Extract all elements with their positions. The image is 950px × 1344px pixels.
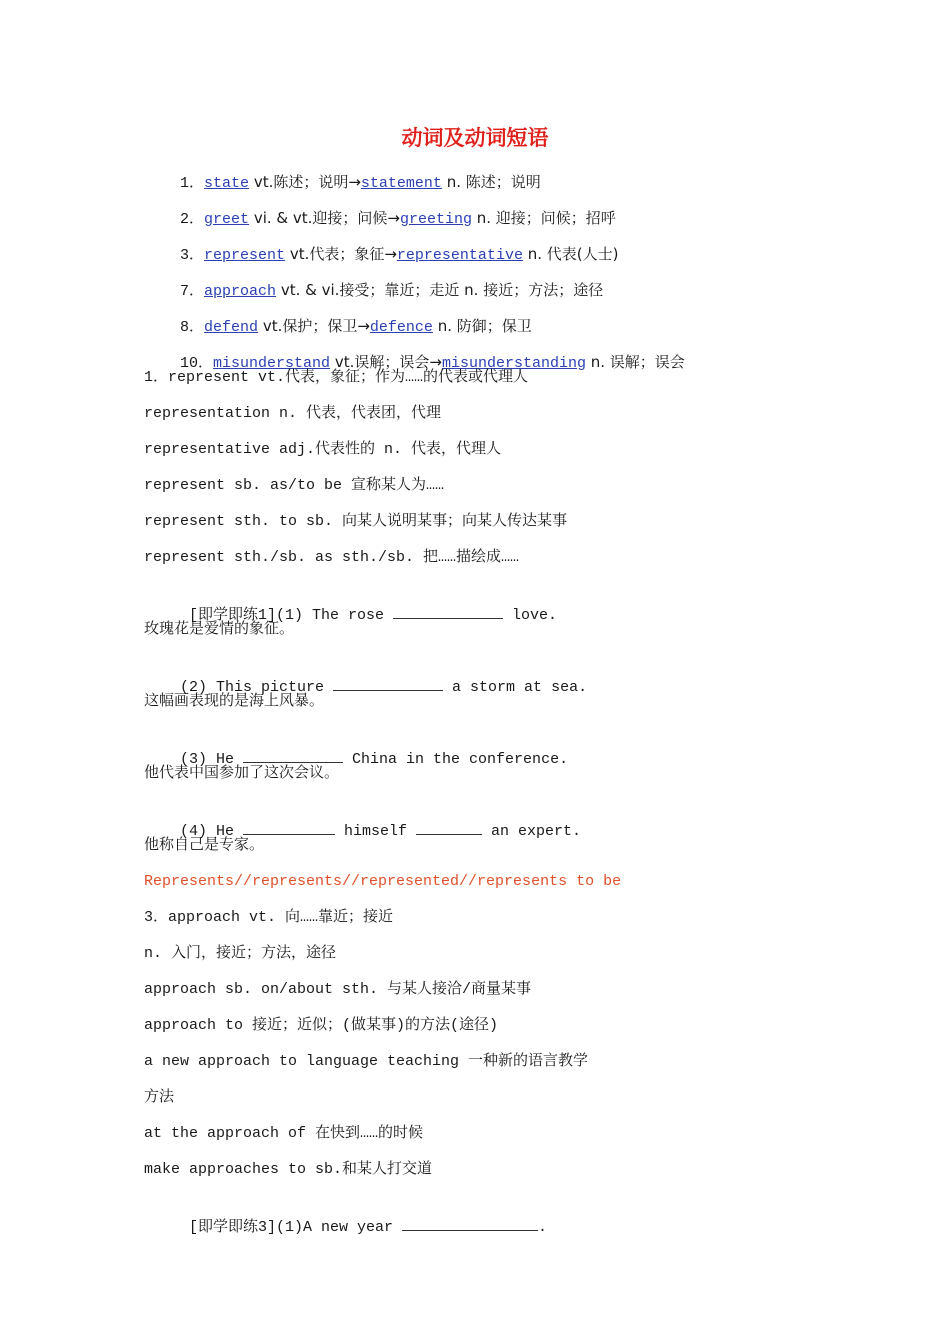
- vocab-derived-meaning: n. 陈述；说明: [441, 173, 541, 191]
- note-line: approach to 接近；近似；(做某事)的方法(途径): [144, 1017, 499, 1034]
- vocab-word[interactable]: approach: [204, 283, 277, 300]
- note-line: represent sth./sb. as sth./sb. 把……描绘成……: [144, 549, 520, 566]
- question-text: [即学即练3](1)A new year: [180, 1219, 403, 1236]
- answer-key: Represents//represents//represented//represents to be: [144, 873, 622, 890]
- exercise-question: [144, 1196, 548, 1236]
- vocab-derived-meaning: n. 代表(人士): [522, 245, 619, 263]
- note-line: 方法: [144, 1089, 175, 1106]
- vocab-item: [144, 224, 619, 264]
- question-text: China in the conference.: [343, 751, 569, 768]
- vocab-meaning: vt.代表；象征→: [285, 245, 397, 263]
- question-text: .: [538, 1219, 548, 1236]
- vocab-number: 3．: [180, 247, 205, 264]
- vocab-word[interactable]: defend: [204, 319, 259, 336]
- note-line: a new approach to language teaching 一种新的语言教学: [144, 1053, 589, 1070]
- vocab-number: 8．: [180, 319, 205, 336]
- note-line: 1．represent vt.代表，象征；作为……的代表或代理人: [144, 369, 529, 386]
- question-text: [即学即练1](1) The rose: [180, 607, 394, 624]
- vocab-derived-word[interactable]: misunderstanding: [441, 355, 586, 372]
- note-line: make approaches to sb.和某人打交道: [144, 1161, 433, 1178]
- vocab-meaning: vt. & vi.接受；靠近；走近 n. 接近；方法；途径: [276, 281, 604, 299]
- answer-blank[interactable]: [243, 748, 343, 763]
- vocab-number: 2．: [180, 211, 205, 228]
- answer-blank[interactable]: [416, 820, 482, 835]
- note-line: approach sb. on/about sth. 与某人接洽/商量某事: [144, 981, 532, 998]
- exercise-question: [144, 656, 588, 696]
- vocab-derived-word[interactable]: representative: [396, 247, 523, 264]
- answer-blank[interactable]: [393, 604, 503, 619]
- vocab-meaning: vt.陈述；说明→: [249, 173, 361, 191]
- vocab-meaning: vt.误解；误会→: [330, 353, 442, 371]
- note-line: representative adj.代表性的 n. 代表，代理人: [144, 441, 502, 458]
- page-title: 动词及动词短语: [401, 126, 549, 150]
- vocab-derived-word[interactable]: statement: [360, 175, 442, 192]
- vocab-item: [144, 188, 616, 228]
- vocab-number: 10．: [180, 355, 214, 372]
- vocab-item: [144, 296, 532, 336]
- question-text: (2) This picture: [180, 679, 334, 696]
- vocab-derived-meaning: n. 迎接；问候；招呼: [471, 209, 616, 227]
- answer-blank[interactable]: [402, 1216, 538, 1231]
- question-text: a storm at sea.: [443, 679, 588, 696]
- exercise-question: [144, 800, 582, 840]
- vocab-item: [144, 260, 604, 300]
- question-text: love.: [503, 607, 558, 624]
- note-line: n. 入门，接近；方法，途径: [144, 945, 337, 962]
- vocab-item: [144, 152, 541, 192]
- vocab-number: 1．: [180, 175, 205, 192]
- exercise-question: [144, 728, 569, 768]
- question-text: himself: [335, 823, 417, 840]
- vocab-word[interactable]: represent: [204, 247, 286, 264]
- vocab-derived-word[interactable]: greeting: [399, 211, 472, 228]
- answer-blank[interactable]: [333, 676, 443, 691]
- exercise-translation: 他称自己是专家。: [144, 837, 265, 854]
- vocab-derived-meaning: n. 误解；误会: [585, 353, 685, 371]
- vocab-meaning: vt.保护；保卫→: [258, 317, 370, 335]
- question-text: (3) He: [180, 751, 244, 768]
- question-text: an expert.: [482, 823, 582, 840]
- exercise-question: [144, 584, 558, 624]
- vocab-meaning: vi. & vt.迎接；问候→: [249, 209, 400, 227]
- vocab-word[interactable]: misunderstand: [213, 355, 331, 372]
- note-line: at the approach of 在快到……的时候: [144, 1125, 424, 1142]
- vocab-number: 7．: [180, 283, 205, 300]
- vocab-word[interactable]: state: [204, 175, 250, 192]
- question-text: (4) He: [180, 823, 244, 840]
- vocab-word[interactable]: greet: [204, 211, 250, 228]
- vocab-derived-meaning: n. 防御；保卫: [432, 317, 532, 335]
- vocab-derived-word[interactable]: defence: [369, 319, 433, 336]
- vocab-item: [144, 332, 685, 372]
- note-line: represent sth. to sb. 向某人说明某事；向某人传达某事: [144, 513, 568, 530]
- note-line: 3．approach vt. 向……靠近；接近: [144, 909, 394, 926]
- note-line: represent sb. as/to be 宣称某人为……: [144, 477, 445, 494]
- answer-blank[interactable]: [243, 820, 335, 835]
- exercise-translation: 玫瑰花是爱情的象征。: [144, 621, 295, 638]
- exercise-translation: 这幅画表现的是海上风暴。: [144, 693, 325, 710]
- note-line: representation n. 代表，代表团，代理: [144, 405, 442, 422]
- exercise-translation: 他代表中国参加了这次会议。: [144, 765, 340, 782]
